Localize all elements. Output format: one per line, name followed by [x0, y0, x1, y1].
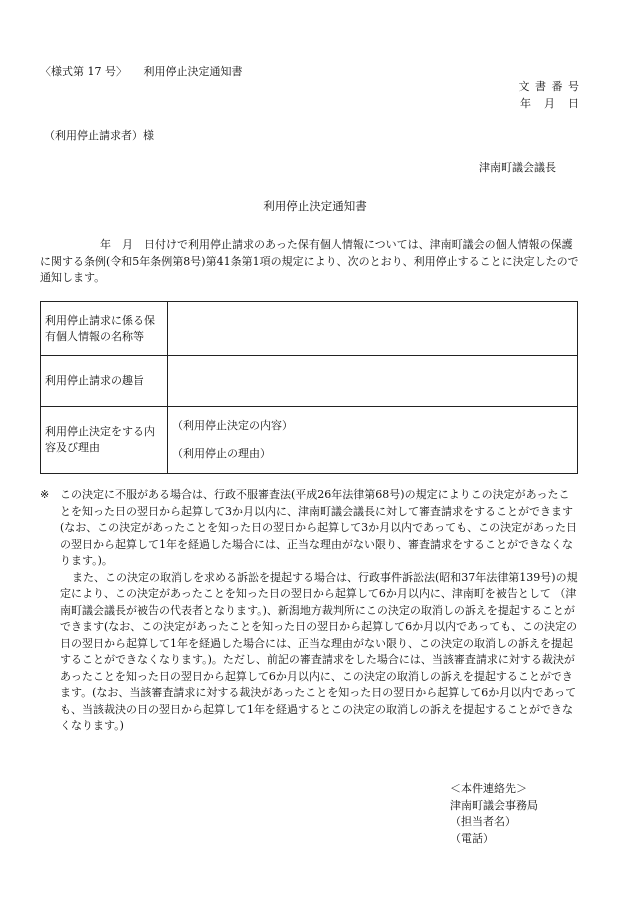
table-row: [41, 407, 578, 474]
addressee: （利用停止請求者）様: [44, 129, 154, 142]
form-number-label: 〈様式第 17 号〉 利用停止決定通知書: [40, 65, 243, 78]
decision-content-heading: （利用停止決定の内容）: [172, 419, 293, 432]
row-value-request-purpose: [168, 356, 578, 407]
document-date-label: 年 月 日: [520, 97, 580, 110]
contact-phone: （電話）: [450, 831, 494, 845]
notes-section: [40, 487, 580, 735]
row-value-decision-content: [168, 407, 578, 474]
contact-block: [450, 781, 538, 847]
row-label-info-name: 利用停止請求に係る保有個人情報の名称等: [41, 302, 168, 356]
note-appeal-text: この決定に不服がある場合は、行政不服審査法(平成26年法律第68号)の規定によりこの決定があったことを知った日の翌日から起算して3か月以内に、津南町議会議長に対して審査請求をすることができます(なお、この決定があったことを知った日の翌日から起算して3か月以内であっても、この決定があった日の翌日から起算して1年を経過した場合には、正当な理由がない限り、審査請求をすることができなくなります。)。: [60, 488, 577, 567]
table-row: [41, 356, 578, 407]
contact-office: 津南町議会事務局: [450, 798, 538, 812]
table-row: [41, 302, 578, 356]
row-value-info-name: [168, 302, 578, 356]
note-appeal: [40, 487, 580, 570]
decision-table: [40, 301, 578, 474]
decision-reason-heading: （利用停止の理由）: [172, 447, 271, 460]
note-mark: ※: [40, 488, 50, 501]
document-title: 利用停止決定通知書: [263, 199, 367, 213]
body-paragraph: 年 月 日付けで利用停止請求のあった保有個人情報については、津南町議会の個人情報の保護に関する条例(令和5年条例第8号)第41条第1項の規定により、次のとおり、利用停止することに決定したので通知します。: [40, 238, 579, 284]
sender: 津南町議会議長: [479, 161, 556, 174]
row-label-decision-content: 利用停止決定をする内容及び理由: [41, 407, 168, 474]
row-label-request-purpose: 利用停止請求の趣旨: [41, 356, 168, 407]
document-number-label: 文 書 番 号: [518, 80, 580, 93]
contact-person: （担当者名）: [450, 815, 516, 828]
note-lawsuit: また、この決定の取消しを求める訴訟を提起する場合は、行政事件訴訟法(昭和37年法律第139号)の規定により、この決定があったことを知った日の翌日から起算して6か月以内に、津南町を被告として （津南町議会議長が被告の代表者となります。)、新潟地方裁判所にこの決定の取消しの訴えを提起することができます(なお、この決定があったことを知った日の翌日から起算して6か月以内であっても、この決定の日の翌日から起算して1年を経過した場合には、正当な理由がない限り、この決定の取消しの訴えを提起することができなくなります。)。ただし、前記の審査請求をした場合には、当該審査請求に対する裁決があったことを知った日の翌日から起算して6か月以内に、この決定の取消しの訴えを提起することができます。(なお、当該審査請求に対する裁決があったことを知った日の翌日から起算して6か月以内であっても、当該裁決の日の翌日から起算して1年を経過するとこの決定の取消しの訴えを提起することができなくなります。): [60, 570, 578, 732]
contact-heading: ＜本件連絡先＞: [450, 782, 527, 795]
